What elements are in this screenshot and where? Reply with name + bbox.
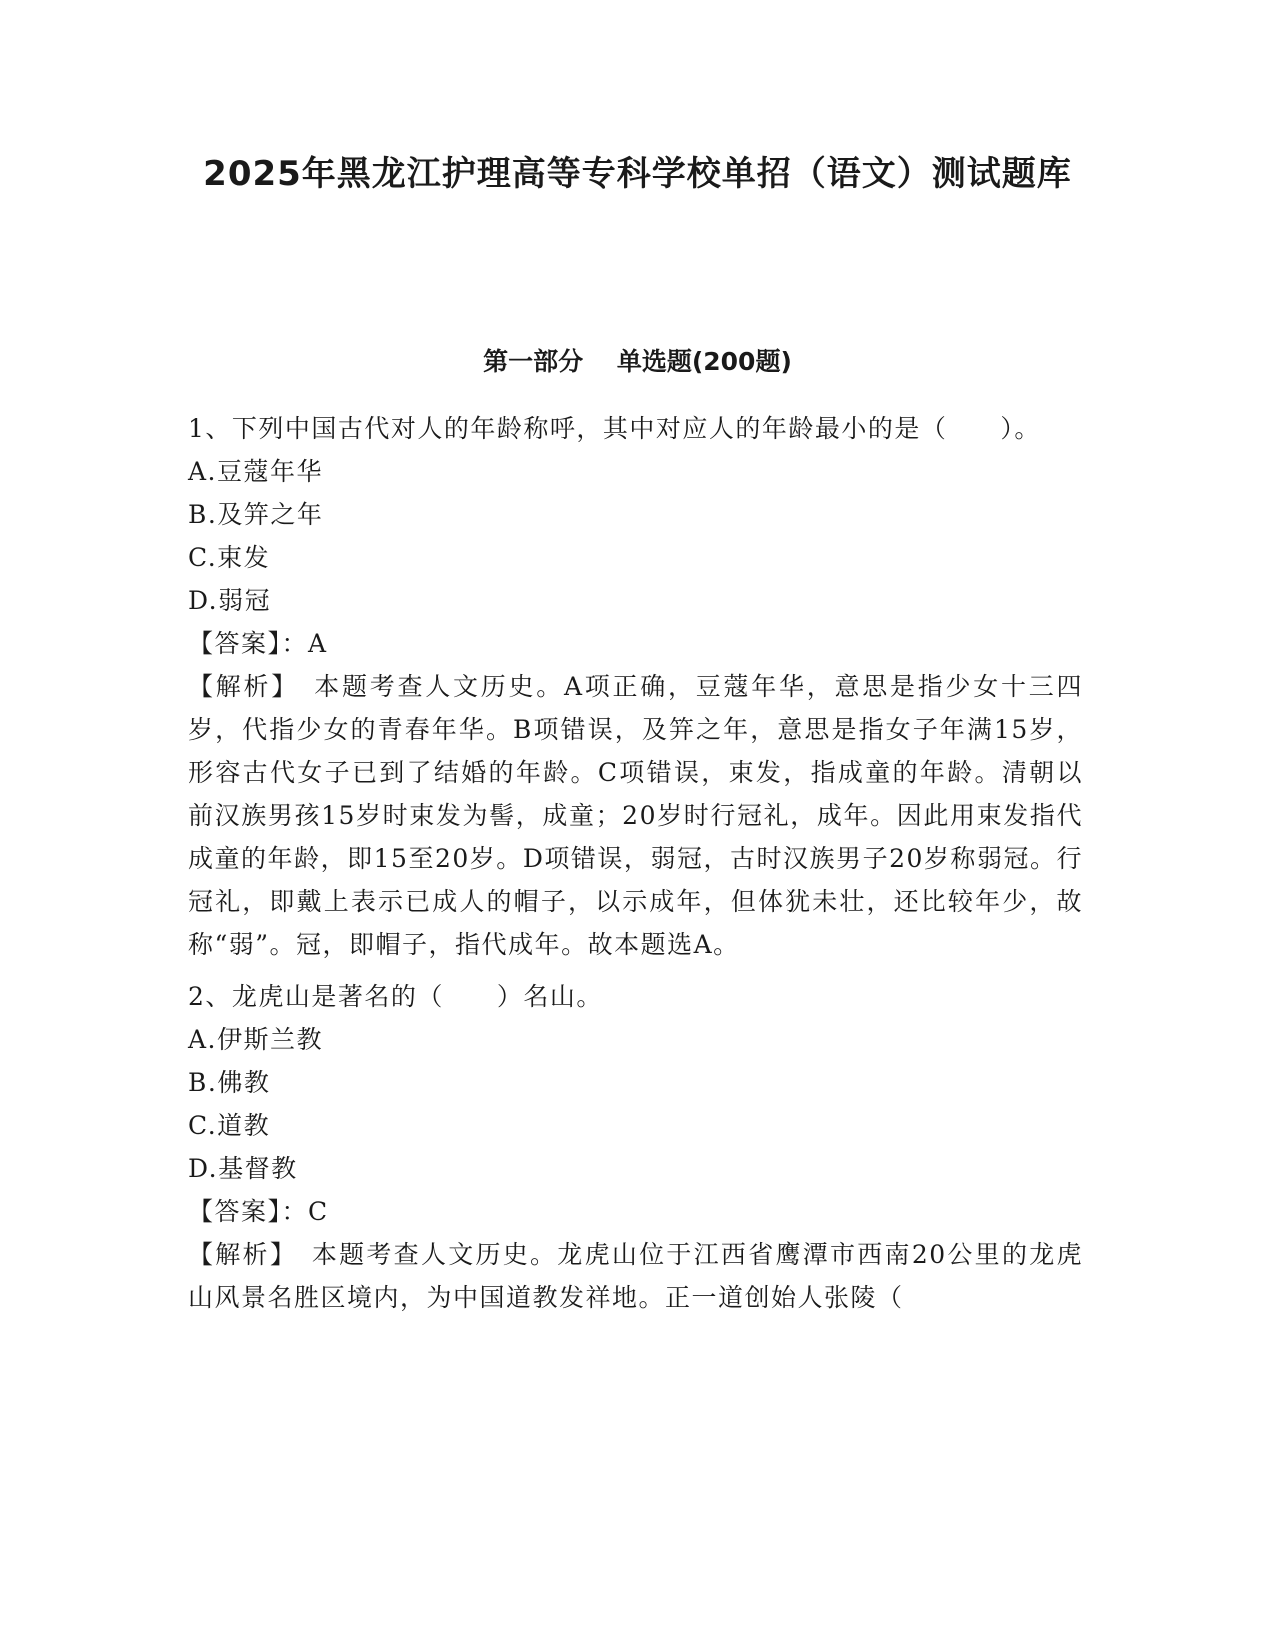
analysis: 【解析】 本题考查人文历史。A项正确，豆蔻年华，意思是指少女十三四岁，代指少女的青春年华。B项错误，及笄之年，意思是指女子年满15岁，形容古代女子已到了结婚的年龄。C项错误，束发，指成童的年龄。清朝以前汉族男孩15岁时束发为髻，成童；20岁时行冠礼，成年。因此用束发指代成童的年龄，即15至20岁。D项错误，弱冠，古时汉族男子20岁称弱冠。行冠礼，即戴上表示已成人的帽子，以示成年，但体犹未壮，还比较年少，故称“弱”。冠，即帽子，指代成年。故本题选A。 (188, 672, 1083, 959)
section-heading: 第一部分 单选题(200题) (483, 347, 792, 376)
option-c: C.束发 (188, 543, 271, 572)
option-c: C.道教 (188, 1111, 271, 1140)
page-title: 2025年黑龙江护理高等专科学校单招（语文）测试题库 (203, 154, 1072, 194)
question-list (188, 407, 1083, 1319)
analysis: 【解析】 本题考查人文历史。龙虎山位于江西省鹰潭市西南20公里的龙虎山风景名胜区境内，为中国道教发祥地。正一道创始人张陵（ (188, 1240, 1083, 1312)
option-a: A.豆蔻年华 (188, 457, 324, 486)
option-b: B.佛教 (188, 1068, 271, 1097)
answer: 【答案】：C (188, 1197, 329, 1226)
option-d: D.弱冠 (188, 586, 272, 615)
question-stem: 1、下列中国古代对人的年龄称呼，其中对应人的年龄最小的是（ ）。 (188, 414, 1041, 443)
option-b: B.及笄之年 (188, 500, 324, 529)
question-stem: 2、龙虎山是著名的（ ）名山。 (188, 982, 603, 1011)
answer: 【答案】：A (188, 629, 328, 658)
question-2 (188, 975, 1083, 1319)
option-d: D.基督教 (188, 1154, 298, 1183)
question-1 (188, 407, 1083, 966)
option-a: A.伊斯兰教 (188, 1025, 324, 1054)
